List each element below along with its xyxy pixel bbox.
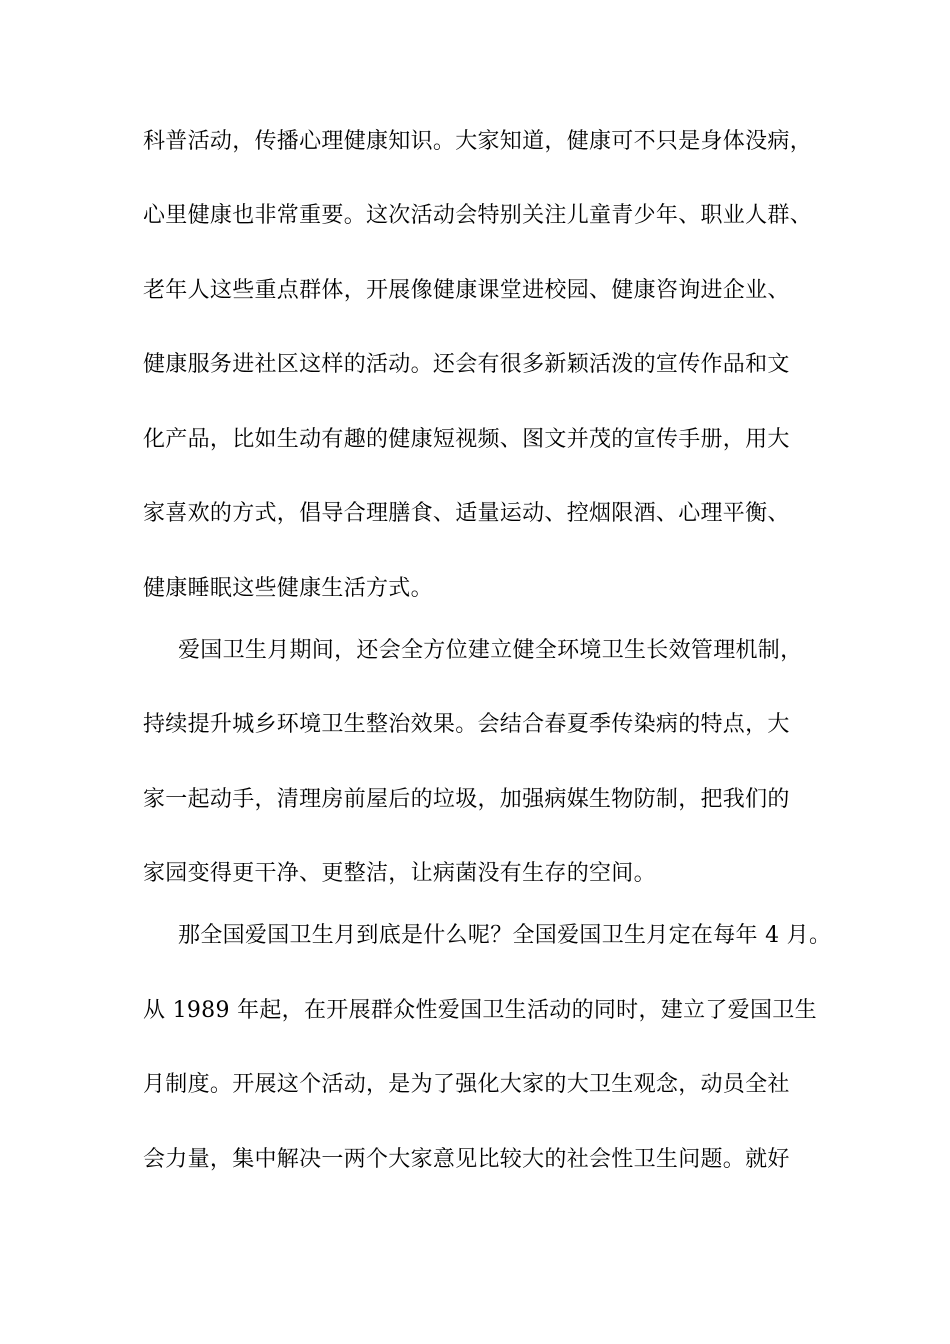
text-line: 月制度。开展这个活动，是为了强化大家的大卫生观念，动员全社	[143, 1072, 790, 1097]
text-line: 老年人这些重点群体，开展像健康课堂进校园、健康咨询进企业、	[143, 278, 790, 303]
text-line: 持续提升城乡环境卫生整治效果。会结合春夏季传染病的特点，大	[143, 712, 790, 737]
text-line: 化产品，比如生动有趣的健康短视频、图文并茂的宣传手册，用大	[143, 427, 790, 452]
text-line: 从 1989 年起，在开展群众性爱国卫生活动的同时，建立了爱国卫生	[143, 998, 817, 1023]
text-line: 健康服务进社区这样的活动。还会有很多新颖活泼的宣传作品和文	[143, 352, 790, 377]
text-line: 心里健康也非常重要。这次活动会特别关注儿童青少年、职业人群、	[143, 203, 813, 228]
paragraph-first-line: 爱国卫生月期间，还会全方位建立健全环境卫生长效管理机制，	[178, 638, 803, 663]
text-line: 科普活动，传播心理健康知识。大家知道，健康可不只是身体没病，	[143, 129, 813, 154]
text-line: 会力量，集中解决一两个大家意见比较大的社会性卫生问题。就好	[143, 1147, 790, 1172]
paragraph-first-line: 那全国爱国卫生月到底是什么呢？全国爱国卫生月定在每年 4 月。	[178, 923, 832, 948]
text-line: 家喜欢的方式，倡导合理膳食、适量运动、控烟限酒、心理平衡、	[143, 501, 790, 526]
text-line: 家一起动手，清理房前屋后的垃圾，加强病媒生物防制，把我们的	[143, 787, 790, 812]
text-line: 家园变得更干净、更整洁，让病菌没有生存的空间。	[143, 861, 656, 886]
text-line: 健康睡眠这些健康生活方式。	[143, 576, 433, 601]
